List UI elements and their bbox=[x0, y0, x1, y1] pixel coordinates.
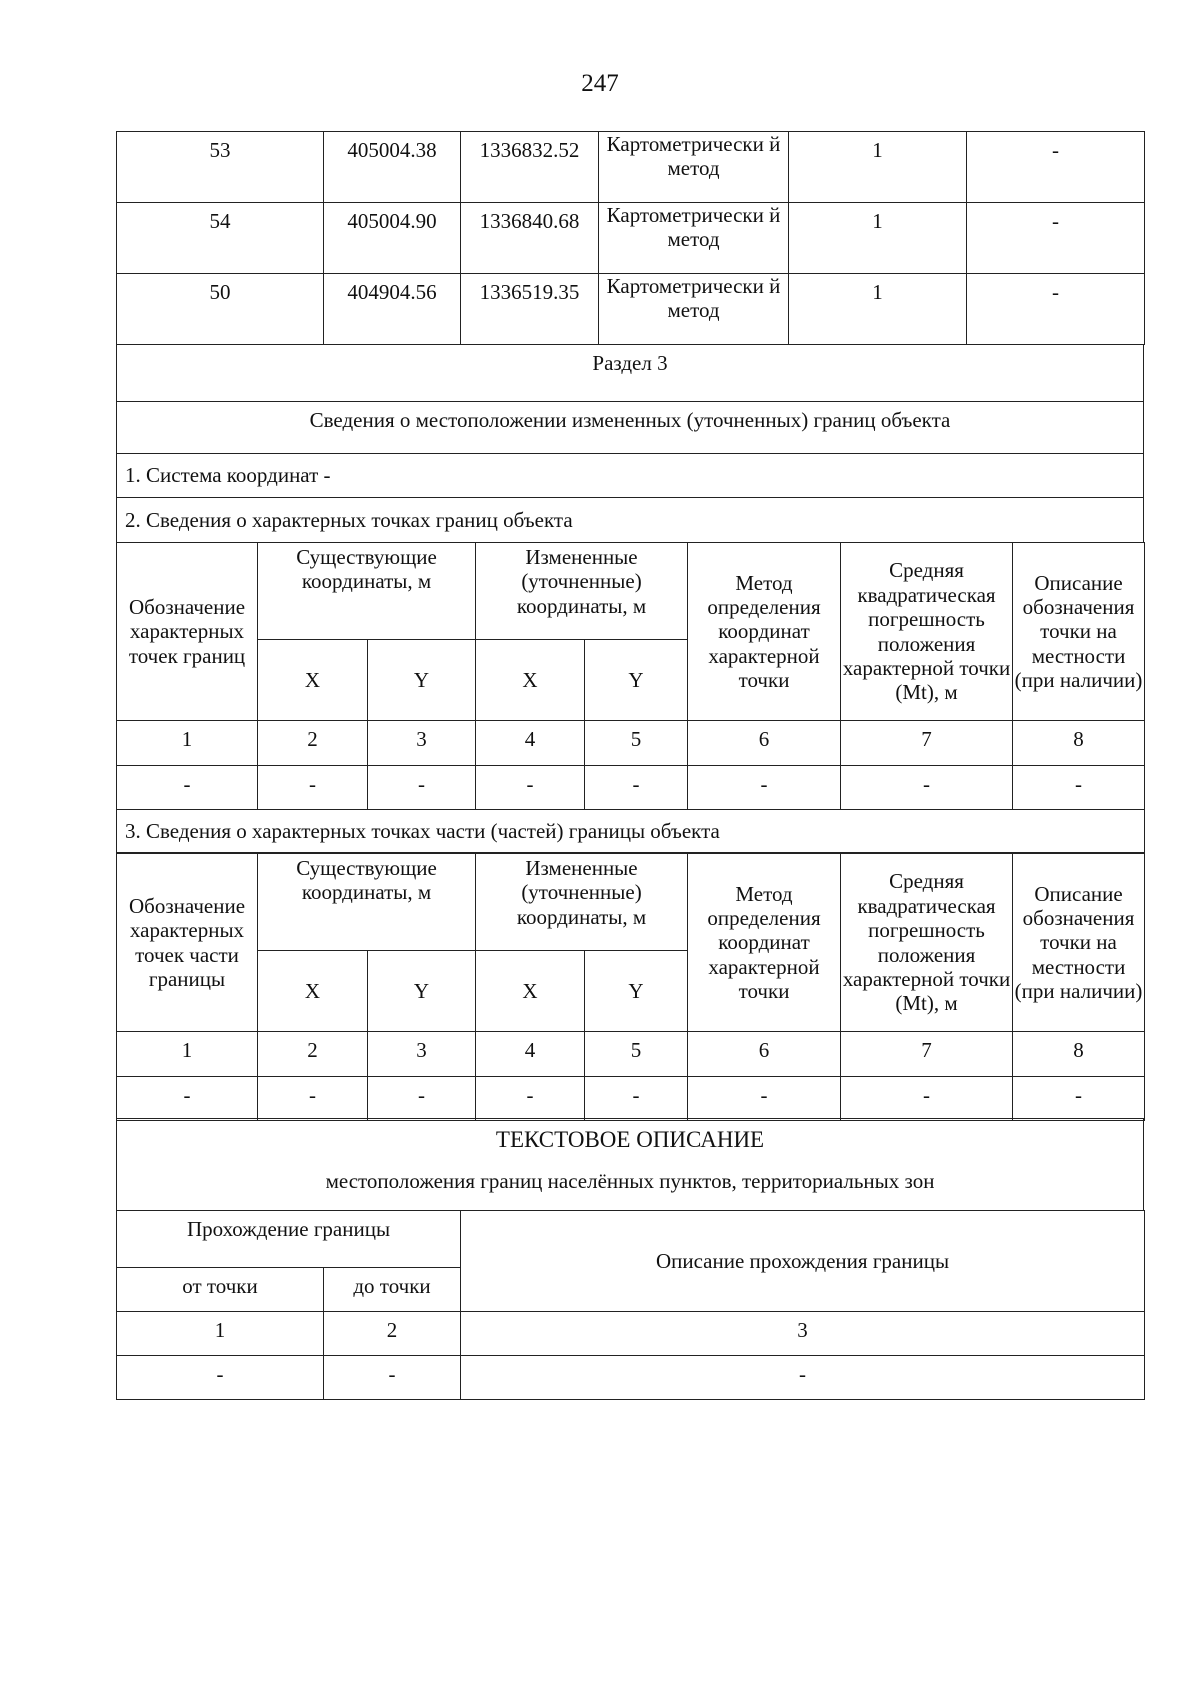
table-row bbox=[117, 854, 1145, 951]
table-row bbox=[117, 1211, 1145, 1268]
page-number: 247 bbox=[581, 70, 619, 97]
point-y: 1336832.52 bbox=[461, 132, 599, 203]
empty-cell: - bbox=[368, 766, 476, 810]
column-number: 7 bbox=[841, 721, 1013, 766]
col-y: Y bbox=[368, 640, 476, 721]
col-designation: Обозначение характерных точек части границы bbox=[117, 854, 258, 1032]
table-row bbox=[117, 498, 1144, 543]
empty-cell: - bbox=[585, 1077, 688, 1121]
col-method: Метод определения координат характерной точки bbox=[688, 854, 841, 1032]
column-number: 8 bbox=[1013, 1032, 1145, 1077]
point-id: 53 bbox=[117, 132, 324, 203]
section-subtitle: Сведения о местоположении измененных (уточненных) границ объекта bbox=[117, 402, 1144, 454]
table-row bbox=[117, 1312, 1145, 1356]
table-row bbox=[117, 345, 1144, 402]
col-y: Y bbox=[585, 640, 688, 721]
table-row bbox=[117, 132, 1145, 203]
col-passage: Прохождение границы bbox=[117, 1211, 461, 1268]
empty-cell: - bbox=[258, 1077, 368, 1121]
text-description-title: ТЕКСТОВОЕ ОПИСАНИЕ bbox=[495, 1127, 765, 1152]
col-error: Средняя квадратическая погрешность положения характерной точки (Mt), м bbox=[841, 543, 1013, 721]
col-description: Описание обозначения точки на местности (при наличии) bbox=[1013, 543, 1145, 721]
point-y: 1336519.35 bbox=[461, 274, 599, 345]
section-title: Раздел 3 bbox=[117, 345, 1144, 402]
empty-cell: - bbox=[461, 1356, 1145, 1400]
table-row bbox=[117, 203, 1145, 274]
empty-cell: - bbox=[117, 1356, 324, 1400]
col-x: X bbox=[258, 640, 368, 721]
column-number: 2 bbox=[258, 1032, 368, 1077]
col-to-point: до точки bbox=[324, 1268, 461, 1312]
empty-cell: - bbox=[1013, 766, 1145, 810]
table-row bbox=[117, 1032, 1145, 1077]
column-number: 1 bbox=[117, 721, 258, 766]
parts-heading: 3. Сведения о характерных точках части (частей) границы объекта bbox=[117, 810, 1145, 853]
col-from-point: от точки bbox=[117, 1268, 324, 1312]
point-error: 1 bbox=[789, 203, 967, 274]
point-method: Картометрически й метод bbox=[599, 274, 789, 345]
point-error: 1 bbox=[789, 274, 967, 345]
column-number: 5 bbox=[585, 721, 688, 766]
col-error: Средняя квадратическая погрешность положения характерной точки (Mt), м bbox=[841, 854, 1013, 1032]
table-row bbox=[117, 1356, 1145, 1400]
table-row bbox=[117, 1077, 1145, 1121]
col-passage-description: Описание прохождения границы bbox=[461, 1211, 1145, 1312]
empty-cell: - bbox=[368, 1077, 476, 1121]
point-id: 54 bbox=[117, 203, 324, 274]
points-heading: 2. Сведения о характерных точках границ объекта bbox=[117, 498, 1144, 543]
empty-cell: - bbox=[841, 1077, 1013, 1121]
points-continuation-table bbox=[116, 131, 1145, 345]
column-number: 3 bbox=[368, 721, 476, 766]
empty-cell: - bbox=[258, 766, 368, 810]
table-row bbox=[117, 454, 1144, 498]
parts-table bbox=[116, 853, 1145, 1121]
column-number: 5 bbox=[585, 1032, 688, 1077]
point-error: 1 bbox=[789, 132, 967, 203]
column-number: 2 bbox=[258, 721, 368, 766]
table-row bbox=[117, 810, 1145, 853]
table-row bbox=[117, 402, 1144, 454]
point-x: 405004.90 bbox=[324, 203, 461, 274]
table-row bbox=[117, 1119, 1144, 1211]
column-number: 6 bbox=[688, 721, 841, 766]
table-row bbox=[117, 274, 1145, 345]
col-existing: Существующие координаты, м bbox=[258, 854, 476, 951]
empty-cell: - bbox=[688, 766, 841, 810]
point-method: Картометрически й метод bbox=[599, 132, 789, 203]
column-number: 3 bbox=[461, 1312, 1145, 1356]
col-existing: Существующие координаты, м bbox=[258, 543, 476, 640]
empty-cell: - bbox=[476, 766, 585, 810]
col-y: Y bbox=[585, 951, 688, 1032]
col-x: X bbox=[476, 951, 585, 1032]
text-description-header bbox=[116, 1118, 1144, 1211]
column-number: 2 bbox=[324, 1312, 461, 1356]
empty-cell: - bbox=[476, 1077, 585, 1121]
column-number: 3 bbox=[368, 1032, 476, 1077]
point-method: Картометрически й метод bbox=[599, 203, 789, 274]
empty-cell: - bbox=[585, 766, 688, 810]
empty-cell: - bbox=[117, 766, 258, 810]
column-number: 4 bbox=[476, 721, 585, 766]
col-designation: Обозначение характерных точек границ bbox=[117, 543, 258, 721]
column-number: 7 bbox=[841, 1032, 1013, 1077]
point-id: 50 bbox=[117, 274, 324, 345]
col-method: Метод определения координат характерной точки bbox=[688, 543, 841, 721]
empty-cell: - bbox=[841, 766, 1013, 810]
coordinate-system: 1. Система координат - bbox=[117, 454, 1144, 498]
col-x: X bbox=[258, 951, 368, 1032]
column-number: 1 bbox=[117, 1032, 258, 1077]
empty-cell: - bbox=[688, 1077, 841, 1121]
col-changed: Измененные (уточненные) координаты, м bbox=[476, 543, 688, 640]
point-x: 404904.56 bbox=[324, 274, 461, 345]
column-number: 4 bbox=[476, 1032, 585, 1077]
point-y: 1336840.68 bbox=[461, 203, 599, 274]
table-row bbox=[117, 766, 1145, 810]
empty-cell: - bbox=[324, 1356, 461, 1400]
col-description: Описание обозначения точки на местности (при наличии) bbox=[1013, 854, 1145, 1032]
section3-header-table bbox=[116, 344, 1144, 543]
empty-cell: - bbox=[117, 1077, 258, 1121]
empty-cell: - bbox=[1013, 1077, 1145, 1121]
column-number: 6 bbox=[688, 1032, 841, 1077]
col-y: Y bbox=[368, 951, 476, 1032]
col-changed: Измененные (уточненные) координаты, м bbox=[476, 854, 688, 951]
point-description: - bbox=[967, 203, 1145, 274]
point-description: - bbox=[967, 274, 1145, 345]
point-x: 405004.38 bbox=[324, 132, 461, 203]
table-row bbox=[117, 543, 1145, 640]
col-x: X bbox=[476, 640, 585, 721]
table-row bbox=[117, 721, 1145, 766]
boundary-passage-table bbox=[116, 1210, 1145, 1400]
column-number: 1 bbox=[117, 1312, 324, 1356]
text-description-subtitle: местоположения границ населённых пунктов, территориальных зон bbox=[325, 1168, 935, 1193]
points-table bbox=[116, 542, 1145, 853]
point-description: - bbox=[967, 132, 1145, 203]
column-number: 8 bbox=[1013, 721, 1145, 766]
